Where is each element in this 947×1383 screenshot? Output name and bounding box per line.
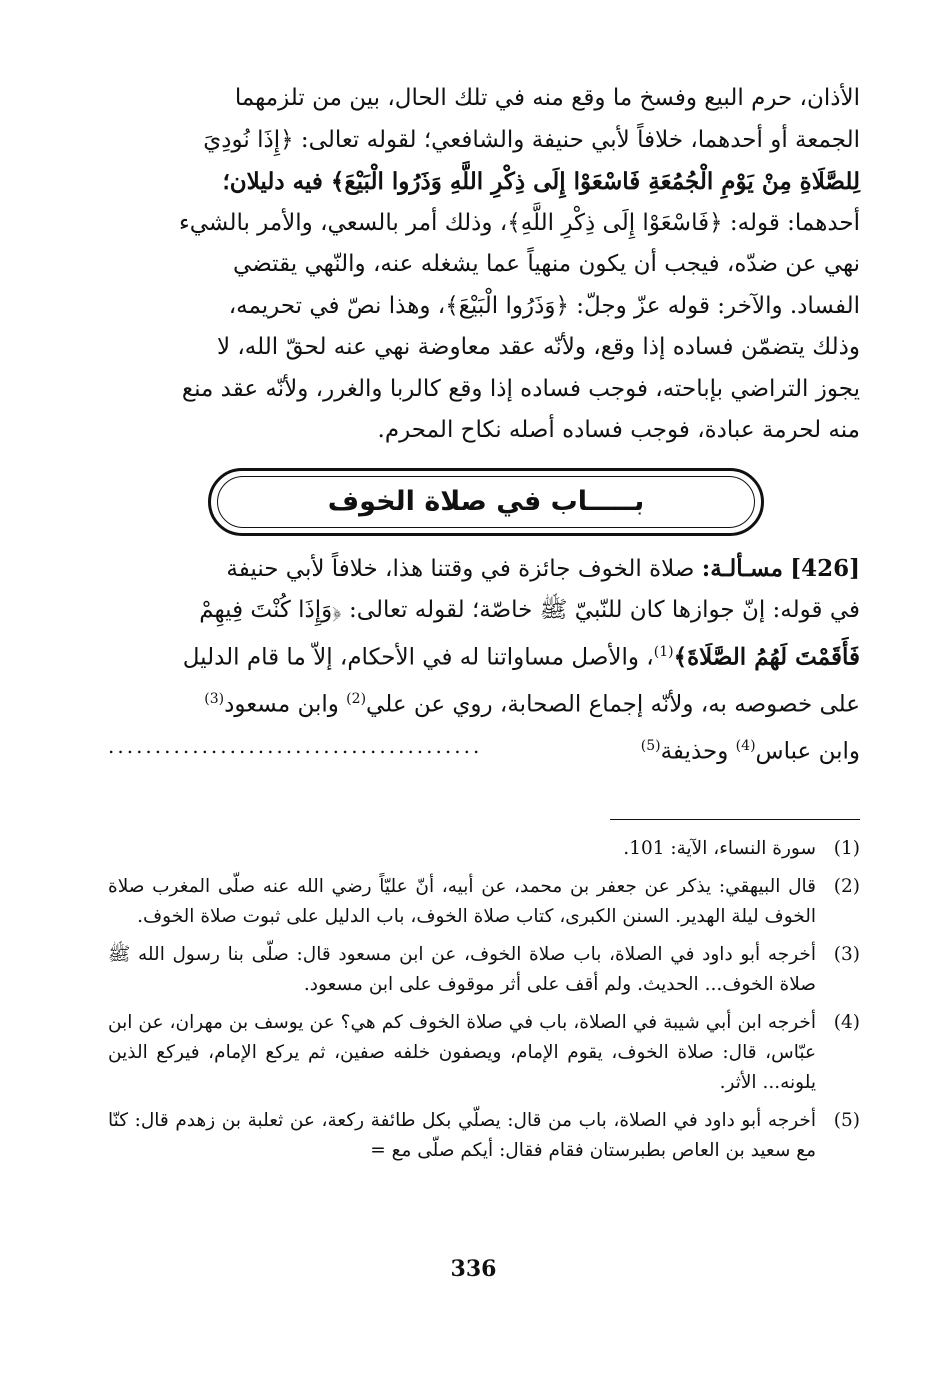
page-body xyxy=(108,78,860,1174)
text-line: الأذان، حرم البيع وفسخ ما وقع منه في تلك الحال، بين من تلزمهما xyxy=(234,85,860,111)
footnotes xyxy=(108,834,860,1166)
footnote: (4) أخرجه ابن أبي شيبة في الصلاة، باب في صلاة الخوف كم هي؟ عن يوسف بن مهران، عن ابن عبّاس، قال: صلاة الخوف، يقوم الإمام، ويصفون خلفه صفين، ثم يركع الإمام، فيركع الذين يلونه... الأثر. xyxy=(108,1011,860,1093)
footnote-ref: (4) xyxy=(735,737,756,754)
text-line: فَأَقَمْتَ لَهُمُ الصَّلَاةَ﴾$^{(1)}$، والأصل مساواتنا له في الأحكام، إلاّ ما قام الدليل xyxy=(182,643,860,671)
text-line: وابن عباس$^{(4)}$ وحذيفة$^{(5)}$ ........................................ xyxy=(108,726,860,773)
text-line: لِلصَّلَاةِ مِنْ يَوْمِ الْجُمُعَةِ فَاسْعَوْا إِلَى ذِكْرِ اللَّهِ وَذَرُوا الْبَيْعَ﴾ فيه دليلان؛ xyxy=(222,168,860,195)
footnote-ref: (3) xyxy=(204,690,225,707)
text-line: نهي عن ضدّه، فيجب أن يكون منهياً عما يشغله عنه، والنّهي يقتضي xyxy=(233,251,860,277)
continuation-dots: ........................................ xyxy=(108,733,483,758)
top-paragraph xyxy=(108,78,860,452)
text-line: [426] مسـألـة: صلاة الخوف جائزة في وقتنا هذا، خلافاً لأبي حنيفة xyxy=(226,554,860,582)
text-line: أحدهما: قوله: ﴿فَاسْعَوْا إِلَى ذِكْرِ اللَّهِ﴾، وذلك أمر بالسعي، والأمر بالشيء xyxy=(178,209,860,236)
text-line: وذلك يتضمّن فساده إذا وقع، ولأنّه عقد معاوضة نهي عنه لحقّ الله، لا xyxy=(216,334,860,360)
footnote-ref: (2) xyxy=(346,690,367,707)
text-line: يجوز التراضي بإباحته، فوجب فساده إذا وقع كالربا والغرر، ولأنّه عقد منع xyxy=(181,375,860,402)
text-line: في قوله: إنّ جوازها كان للنّبيّ ﷺ خاصّة؛ لقوله تعالى: ﴿وَإِذَا كُنْتَ فِيهِمْ xyxy=(199,597,860,623)
issue-label: مسـألـة: xyxy=(701,554,783,582)
footnote: (1) سورة النساء، الآية: 101. xyxy=(623,837,860,859)
footnote-divider xyxy=(610,819,860,820)
text-line: الفساد. والآخر: قوله عزّ وجلّ: ﴿وَذَرُوا الْبَيْعَ﴾، وهذا نصّ في تحريمه، xyxy=(228,292,860,319)
text-line: على خصوصه به، ولأنّه إجماع الصحابة، روي عن علي$^{(2)}$ وابن مسعود$^{(3)}$ xyxy=(204,690,860,718)
text-line: منه لحرمة عبادة، فوجب فساده أصله نكاح المحرم. xyxy=(377,417,860,443)
issue-paragraph xyxy=(108,548,860,773)
footnote-ref: (5) xyxy=(640,737,661,754)
page-number: 336 xyxy=(450,1256,497,1282)
issue-number: [426] xyxy=(790,554,860,582)
footnote: (5) أخرجه أبو داود في الصلاة، باب من قال: يصلّي بكل طائفة ركعة، عن ثعلبة بن زهدم قال: كنّا مع سعيد بن العاص بطبرستان فقام فقال: أيكم صلّى مع = xyxy=(108,1109,860,1161)
footnote-ref: (1) xyxy=(653,643,674,660)
text-line: الجمعة أو أحدهما، خلافاً لأبي حنيفة والشافعي؛ لقوله تعالى: ﴿إِذَا نُودِيَ xyxy=(203,126,860,153)
footnote: (3) أخرجه أبو داود في الصلاة، باب صلاة الخوف، عن ابن مسعود قال: صلّى بنا رسول الله ﷺ صلاة الخوف... الحديث. ولم أقف على أثر موقوف على ابن مسعود. xyxy=(108,943,860,995)
chapter-heading-frame xyxy=(108,468,860,538)
chapter-heading: بـــــاب في صلاة الخوف xyxy=(327,486,645,517)
footnote: (2) قال البيهقي: يذكر عن جعفر بن محمد، عن أبيه، أنّ عليّاً رضي الله عنه صلّى المغرب صلاة الخوف ليلة الهدير. السنن الكبرى، كتاب صلاة الخوف، باب الدليل على ثبوت صلاة الخوف. xyxy=(108,875,860,927)
